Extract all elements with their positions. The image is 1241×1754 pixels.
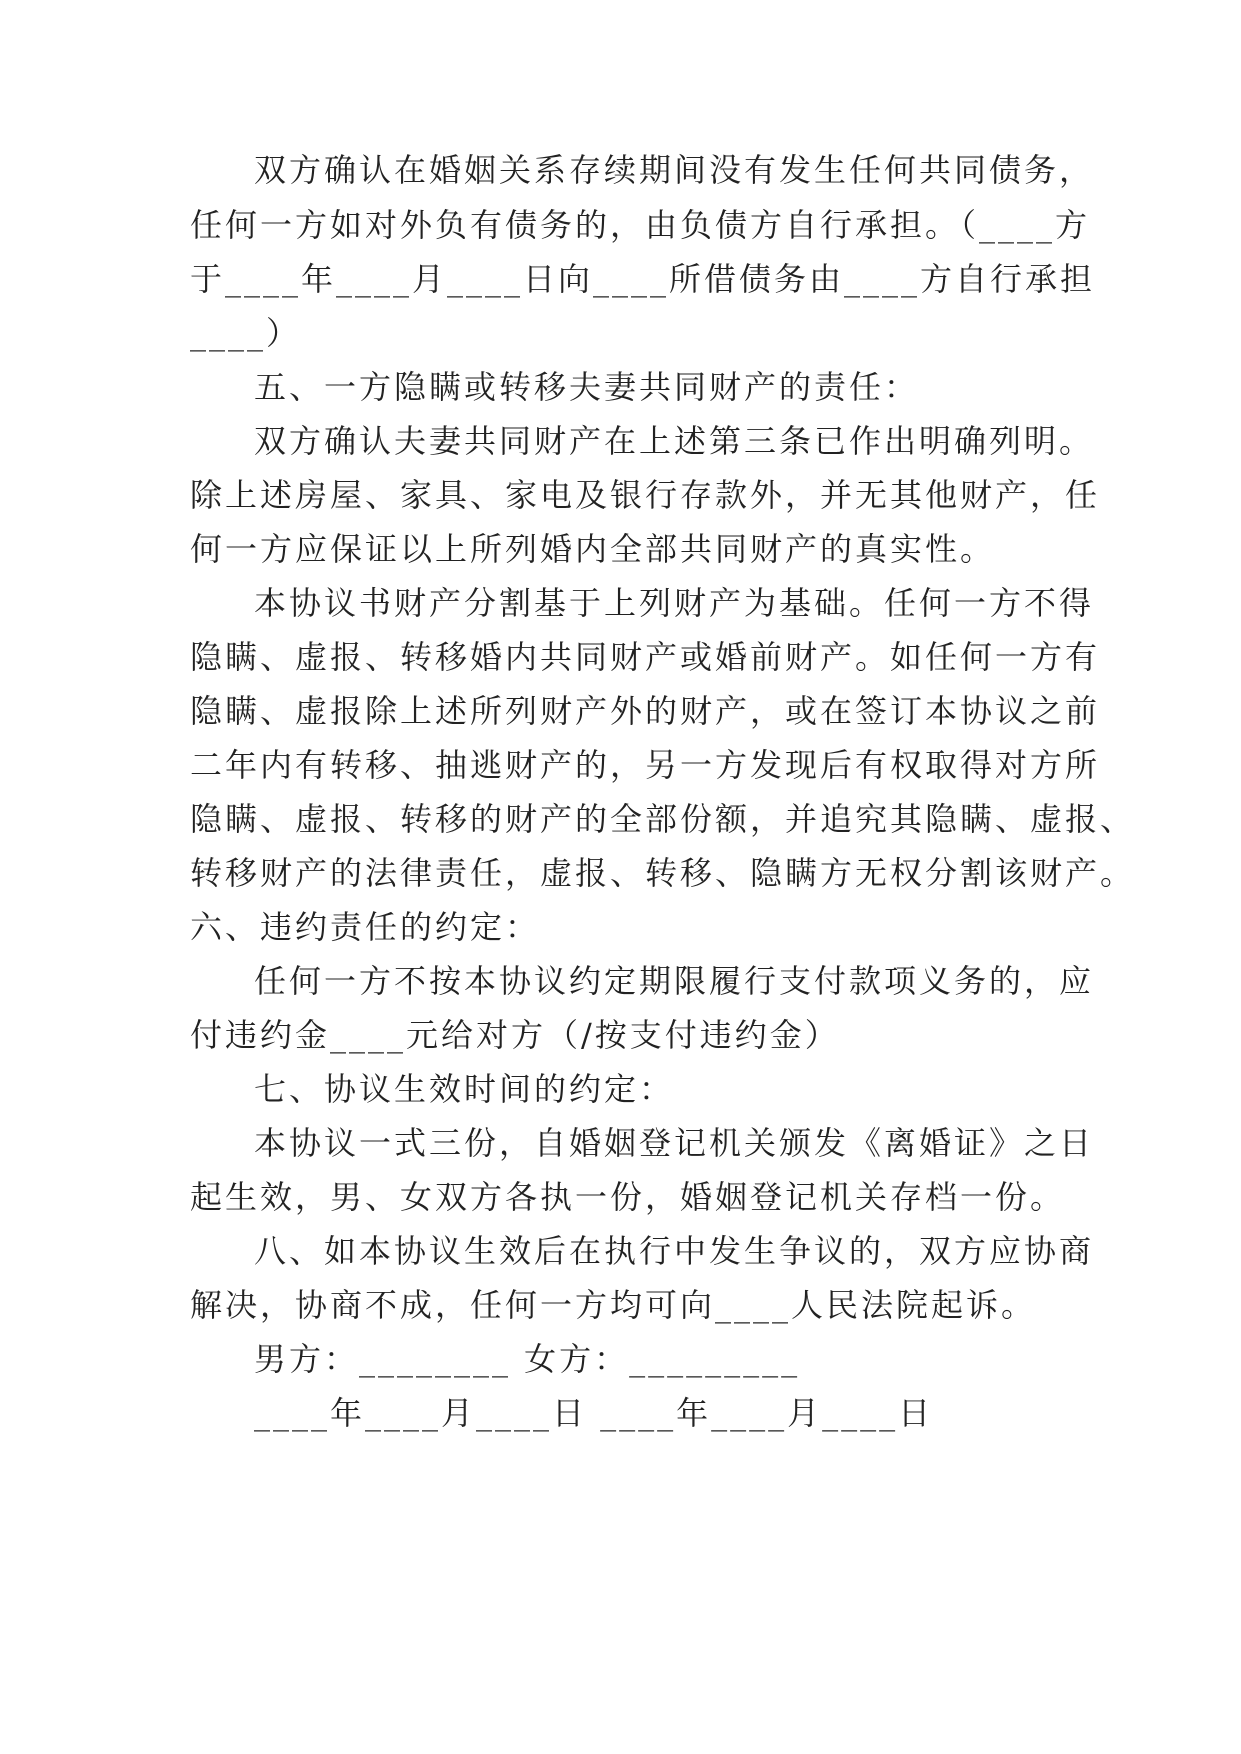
paragraph-line: ____） xyxy=(190,314,302,352)
paragraph-line: 八、如本协议生效后在执行中发生争议的，双方应协商 xyxy=(254,1232,1095,1270)
paragraph-line: 双方确认在婚姻关系存续期间没有发生任何共同债务， xyxy=(254,151,1095,189)
paragraph-line: 隐瞒、虚报、转移婚内共同财产或婚前财产。如任何一方有 xyxy=(190,638,1101,676)
paragraph-line: 二年内有转移、抽逃财产的，另一方发现后有权取得对方所 xyxy=(190,746,1101,784)
paragraph-line: 何一方应保证以上所列婚内全部共同财产的真实性。 xyxy=(190,530,996,568)
paragraph-line: 任何一方如对外负有债务的，由负债方自行承担。（____方 xyxy=(190,206,1091,244)
paragraph-line: 起生效，男、女双方各执一份，婚姻登记机关存档一份。 xyxy=(190,1178,1066,1216)
signature-line: 男方：________ 女方：_________ xyxy=(254,1340,801,1378)
paragraph-line: 本协议书财产分割基于上列财产为基础。任何一方不得 xyxy=(254,584,1095,622)
paragraph-line: 任何一方不按本协议约定期限履行支付款项义务的，应 xyxy=(254,962,1095,1000)
date-line: ____年____月____日 ____年____月____日 xyxy=(254,1394,934,1432)
paragraph-line: 隐瞒、虚报、转移的财产的全部份额，并追究其隐瞒、虚报、 xyxy=(190,800,1136,838)
section-heading: 六、违约责任的约定： xyxy=(190,908,541,946)
paragraph-line: 隐瞒、虚报除上述所列财产外的财产，或在签订本协议之前 xyxy=(190,692,1101,730)
paragraph-line: 解决，协商不成，任何一方均可向____人民法院起诉。 xyxy=(190,1286,1037,1324)
paragraph-line: 转移财产的法律责任，虚报、转移、隐瞒方无权分割该财产。 xyxy=(190,854,1136,892)
paragraph-line: 除上述房屋、家具、家电及银行存款外，并无其他财产，任 xyxy=(190,476,1101,514)
paragraph-line: 付违约金____元给对方（/按支付违约金） xyxy=(190,1016,840,1054)
paragraph-line: 本协议一式三份，自婚姻登记机关颁发《离婚证》之日 xyxy=(254,1124,1095,1162)
section-heading: 五、一方隐瞒或转移夫妻共同财产的责任： xyxy=(254,368,920,406)
section-heading: 七、协议生效时间的约定： xyxy=(254,1070,675,1108)
paragraph-line: 于____年____月____日向____所借债务由____方自行承担 xyxy=(190,260,1096,298)
paragraph-line: 双方确认夫妻共同财产在上述第三条已作出明确列明。 xyxy=(254,422,1095,460)
